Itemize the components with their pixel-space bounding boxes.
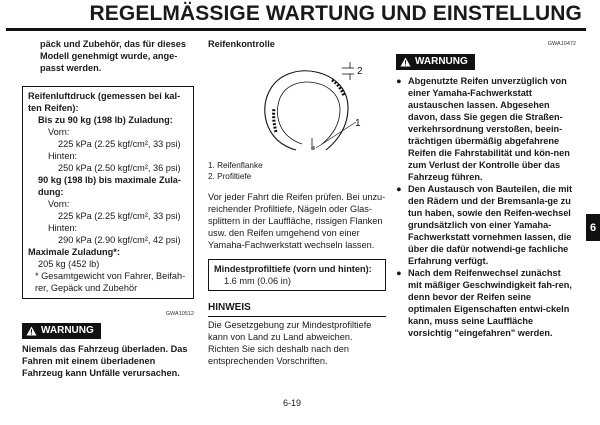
bullet-icon: ● [396,76,402,86]
spec-front-label-2: Vorn: [48,199,70,209]
warning-bullet-1: ● Abgenutzte Reifen unverzüglich von einer Yamaha-Fachwerkstatt austauschen lassen. Abgesehen davon, dass Sie gegen die Straßen-verkehrsordnung verstoßen, beein-trächtigen übermäßig abgefahrene Reifen die Fahrstabilität und kön-nen zum Verlust der Kontrolle über das Fahrzeug führen. [396,76,570,182]
inspection-paragraph: Vor jeder Fahrt die Reifen prüfen. Bei unzu-reichender Profiltiefe, Nägeln oder Glas-splittern in der Lauffläche, rissigen Flanken usw. den Reifen umgehend von einer Yamaha-Fachwerkstatt wechseln lassen. [208,192,386,250]
intro-text: päck und Zubehör, das für dieses Modell genehmigt wurde, ange-passt werden. [40,39,187,73]
legend-item-1: 1. Reifenflanke [208,161,263,170]
warning-bullet-3: ● Nach dem Reifenwechsel zunächst mit mäßiger Geschwindigkeit fah-ren, denn bevor der Reifen seine optimalen Eigenschaften entwi-ckeln kann, muss seine Lauffläche vorsichtig "eingefahren" werden. [396,268,572,338]
spec-front-value-2: 225 kPa (2.25 kgf/cm², 33 psi) [58,211,181,221]
spec-load2-label: 90 kg (198 lb) bis maximale Zula-dung: [38,175,181,197]
tire-callout-2: 2 [357,66,363,77]
figure-legend [208,160,386,182]
spec-max-load-value: 205 kg (452 lb) [38,259,100,269]
page-number: 6-19 [283,398,302,408]
warning-badge [22,323,101,339]
tire-pressure-spec-box [22,86,194,299]
spec-max-load-label: Maximale Zuladung*: [28,247,120,257]
hint-text: Die Gesetzgebung zur Mindestprofiltiefe kann von Land zu Land abweichen. Richten Sie sich deshalb nach den entsprechenden Vorschriften. [208,316,386,367]
warning-bullet-2: ● Den Austausch von Bauteilen, die mit den Rädern und der Bremsanla-ge zu tun haben, sowie den Reifen-wechsel grundsätzlich von einer Yamaha-Fachwerkstatt vornehmen lassen, die über die dafür notwendi-ge fachliche Erfahrung verfügt. [396,184,573,266]
spec-title: Reifenluftdruck (gemessen bei kal-ten Reifen): [28,91,181,113]
tire-callout-1: 1 [355,118,361,129]
chapter-tab: 6 [586,214,600,241]
spec-front-value-1: 225 kPa (2.25 kgf/cm², 33 psi) [58,139,181,149]
bullet-icon: ● [396,184,402,194]
min-tread-title: Mindestprofiltiefe (vorn und hinten): [214,264,372,274]
min-tread-depth-box [208,259,386,291]
warning-label-right: WARNUNG [415,56,468,67]
warning-label: WARNUNG [41,325,94,336]
warning-text: Niemals das Fahrzeug überladen. Das Fahren mit einem überladenen Fahrzeug kann Unfälle verursachen. [22,344,188,378]
spec-rear-label-2: Hinten: [48,223,78,233]
column-right [396,38,576,339]
warning-triangle-icon [26,326,37,336]
min-tread-value: 1.6 mm (0.06 in) [224,276,291,286]
warning-code: GWA10512 [165,311,194,317]
page-header-title: REGELMÄSSIGE WARTUNG UND EINSTELLUNG [89,2,582,25]
warning-bullet-list [396,75,576,339]
header-rule [6,28,586,31]
column-left [22,38,194,379]
column-middle [208,38,386,367]
spec-rear-label-1: Hinten: [48,151,78,161]
bullet-icon: ● [396,268,402,278]
hint-heading: HINWEIS [208,302,251,313]
spec-rear-value-2: 290 kPa (2.90 kgf/cm², 42 psi) [58,235,181,245]
warning-badge-right [396,54,475,70]
tire-diagram [256,62,366,152]
spec-load1-label: Bis zu 90 kg (198 lb) Zuladung: [38,115,173,125]
warning-triangle-icon [400,57,411,67]
warning-code-right: GWA10472 [547,41,576,47]
spec-footnote: * Gesamtgewicht von Fahrer, Beifah-rer, Gepäck und Zubehör [35,271,186,293]
section-heading: Reifenkontrolle [208,39,275,49]
legend-item-2: 2. Profiltiefe [208,172,252,181]
spec-front-label-1: Vorn: [48,127,70,137]
spec-rear-value-1: 250 kPa (2.50 kgf/cm², 36 psi) [58,163,181,173]
